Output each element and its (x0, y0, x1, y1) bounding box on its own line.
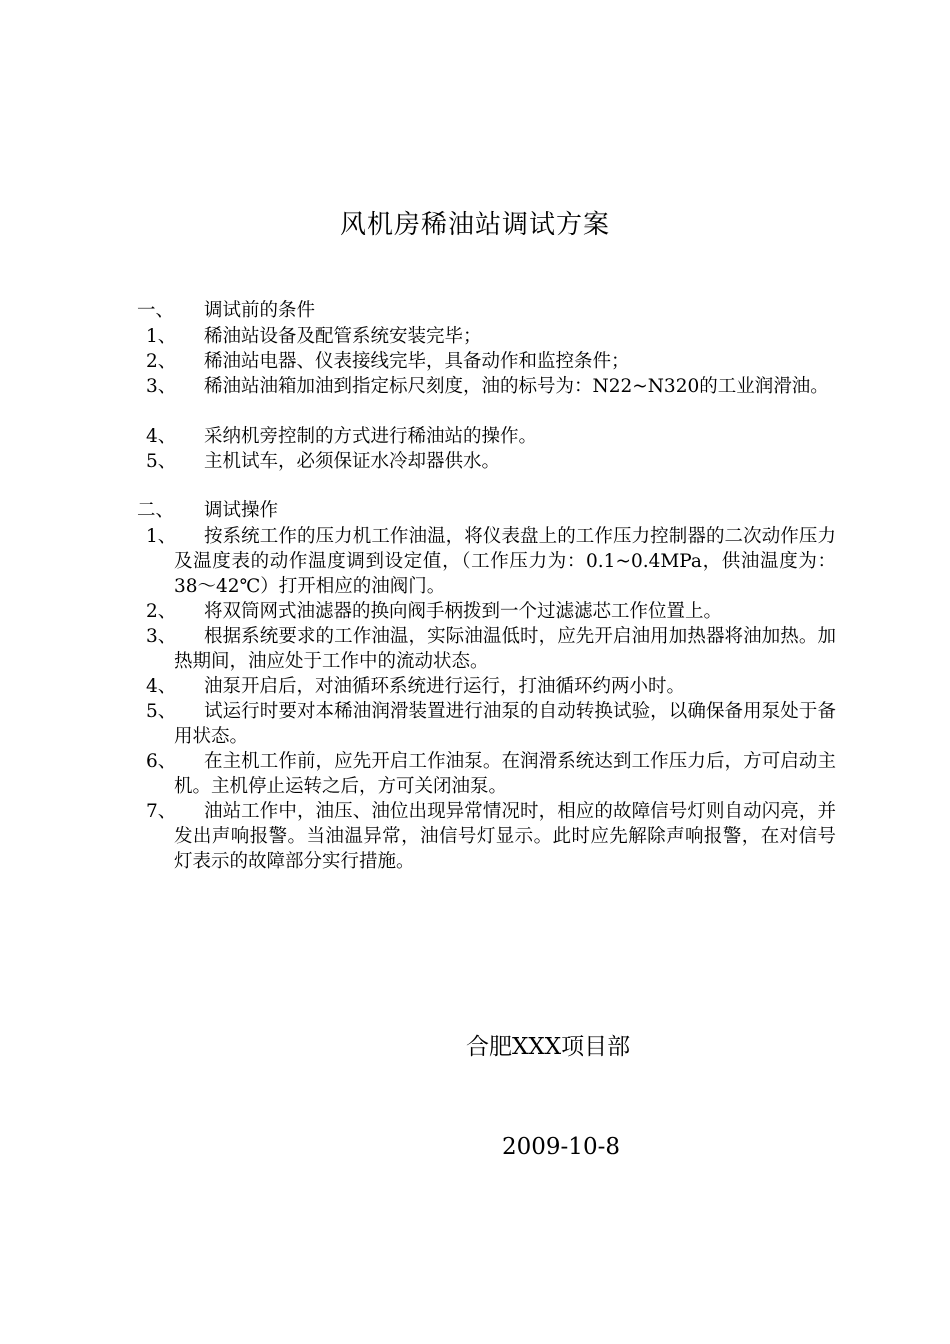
item-number: 6、 (146, 751, 177, 772)
item-number: 3、 (146, 626, 177, 647)
item-text: 油站工作中，油压、油位出现异常情况时，相应的故障信号灯则自动闪亮，并发出声响报警。当油温异常，油信号灯显示。此时应先解除声响报警，在对信号灯表示的故障部分实行措施。 (174, 801, 836, 872)
item-text: 试运行时要对本稀油润滑装置进行油泵的自动转换试验，以确保备用泵处于备用状态。 (174, 701, 836, 747)
item-text: 稀油站设备及配管系统安装完毕； (204, 326, 482, 347)
item-text: 根据系统要求的工作油温，实际油温低时，应先开启油用加热器将油加热。加热期间，油应处于工作中的流动状态。 (174, 626, 836, 672)
list-item (146, 599, 836, 624)
item-number: 3、 (146, 376, 177, 397)
list-item (146, 799, 836, 874)
document-date: 2009-10-8 (502, 1134, 620, 1160)
organization-signature: 合肥XXX项目部 (466, 1034, 631, 1060)
section-title: 调试操作 (204, 500, 279, 521)
list-item (146, 749, 836, 799)
list-item (146, 374, 836, 399)
item-text: 油泵开启后，对油循环系统进行运行，打油循环约两小时。 (204, 676, 686, 697)
section-heading-conditions (137, 299, 315, 323)
item-text: 按系统工作的压力机工作油温，将仪表盘上的工作压力控制器的二次动作压力及温度表的动作温度调到设定值，（工作压力为：0.1~0.4MPa，供油温度为：38～42℃）打开相应的油阀门。 (174, 526, 836, 597)
list-item (146, 699, 836, 749)
list-item (146, 324, 836, 349)
section-number: 二、 (137, 500, 175, 521)
item-text: 将双筒网式油滤器的换向阀手柄拨到一个过滤滤芯工作位置上。 (204, 601, 723, 622)
item-text: 采纳机旁控制的方式进行稀油站的操作。 (204, 426, 538, 447)
item-number: 1、 (146, 526, 177, 547)
item-text: 稀油站电器、仪表接线完毕，具备动作和监控条件； (204, 351, 630, 372)
item-number: 4、 (146, 676, 177, 697)
list-item (146, 624, 836, 674)
section-number: 一、 (137, 300, 175, 321)
item-number: 2、 (146, 351, 177, 372)
item-text: 在主机工作前，应先开启工作油泵。在润滑系统达到工作压力后，方可启动主机。主机停止运转之后，方可关闭油泵。 (174, 751, 836, 797)
item-number: 1、 (146, 326, 177, 347)
list-item (146, 449, 836, 474)
section-title: 调试前的条件 (204, 300, 316, 321)
item-text: 稀油站油箱加油到指定标尺刻度，油的标号为：N22~N320的工业润滑油。 (204, 376, 829, 397)
item-number: 5、 (146, 701, 177, 722)
item-number: 4、 (146, 426, 177, 447)
item-number: 7、 (146, 801, 177, 822)
list-item (146, 524, 836, 599)
section-heading-operation (137, 499, 278, 523)
document-title: 风机房稀油站调试方案 (339, 210, 610, 240)
list-item (146, 424, 836, 449)
item-number: 5、 (146, 451, 177, 472)
list-item (146, 674, 836, 699)
item-number: 2、 (146, 601, 177, 622)
list-item (146, 349, 836, 374)
item-text: 主机试车，必须保证水冷却器供水。 (204, 451, 501, 472)
